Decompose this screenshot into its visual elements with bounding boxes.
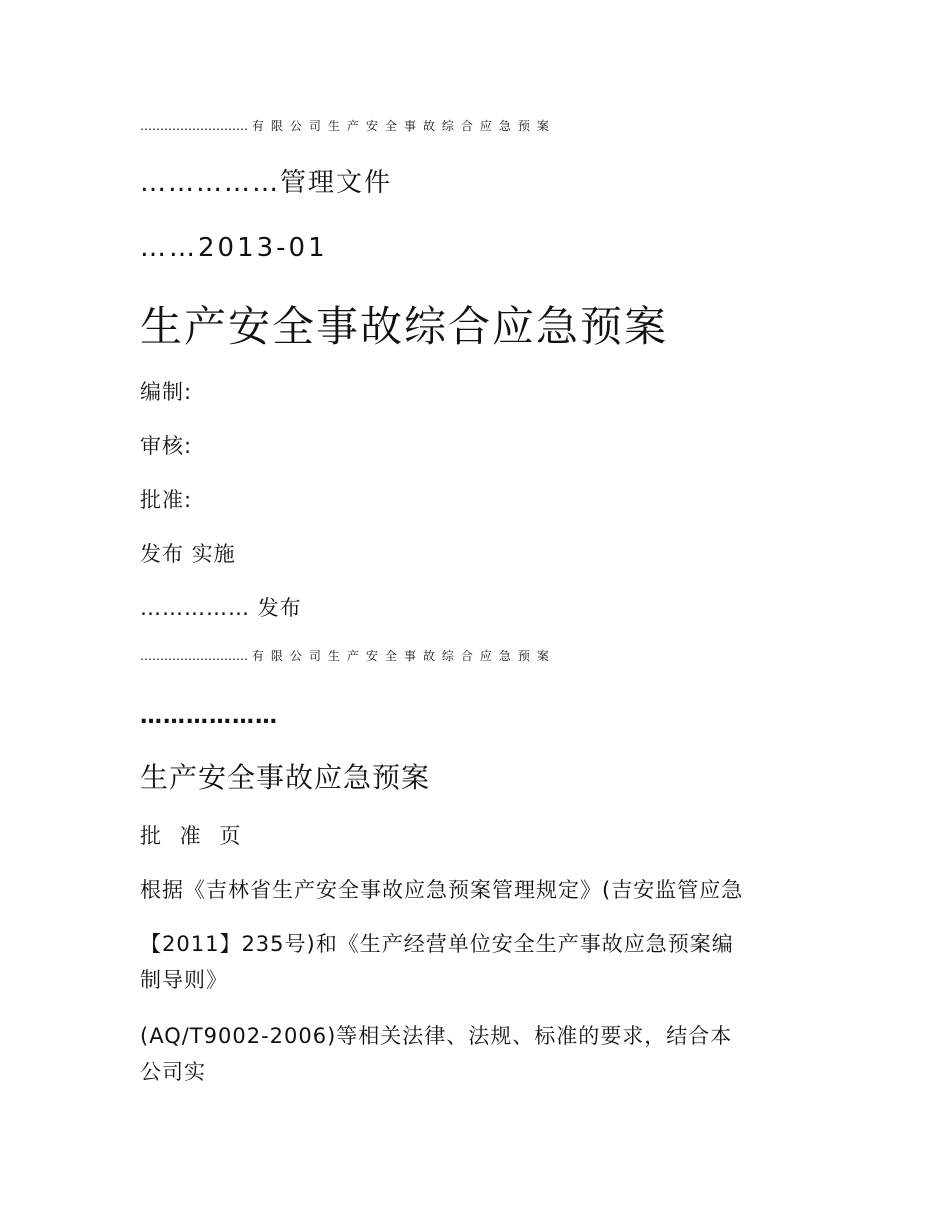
footer-dots: ……………………… [140, 649, 248, 663]
header-company-line: 有限公司生产安全事故综合应急预案 [251, 119, 556, 133]
body-line-4: (AQ/T9002-2006)等相关法律、法规、标准的要求，结合本 [140, 1024, 733, 1048]
footer-company-line: 有限公司生产安全事故综合应急预案 [251, 649, 556, 663]
body-line-5: 公司实 [140, 1060, 206, 1084]
page-footer [140, 650, 556, 662]
approval-page-heading: 批 准 页 [140, 824, 247, 848]
approve-field: 批准: [140, 488, 193, 512]
header-dots: ……………………… [140, 119, 248, 133]
review-field: 审核: [140, 434, 193, 458]
body-line-3: 制导则》 [140, 968, 228, 992]
document-code: ……2013-01 [140, 233, 328, 263]
section-dots: ……………… [140, 704, 278, 729]
page-title: 生产安全事故综合应急预案 [140, 302, 669, 351]
publisher-field: …………… 发布 [140, 596, 302, 620]
publish-implement-field: 发布 实施 [140, 542, 236, 566]
body-line-1: 根据《吉林省生产安全事故应急预案管理规定》(吉安监管应急 [140, 878, 744, 902]
section-subtitle: 生产安全事故应急预案 [140, 761, 431, 794]
body-line-2: 【2011】235号)和《生产经营单位安全生产事故应急预案编 [140, 932, 734, 956]
compile-field: 编制: [140, 380, 193, 404]
page-header [140, 120, 556, 132]
management-label: ……………管理文件 [140, 168, 393, 198]
